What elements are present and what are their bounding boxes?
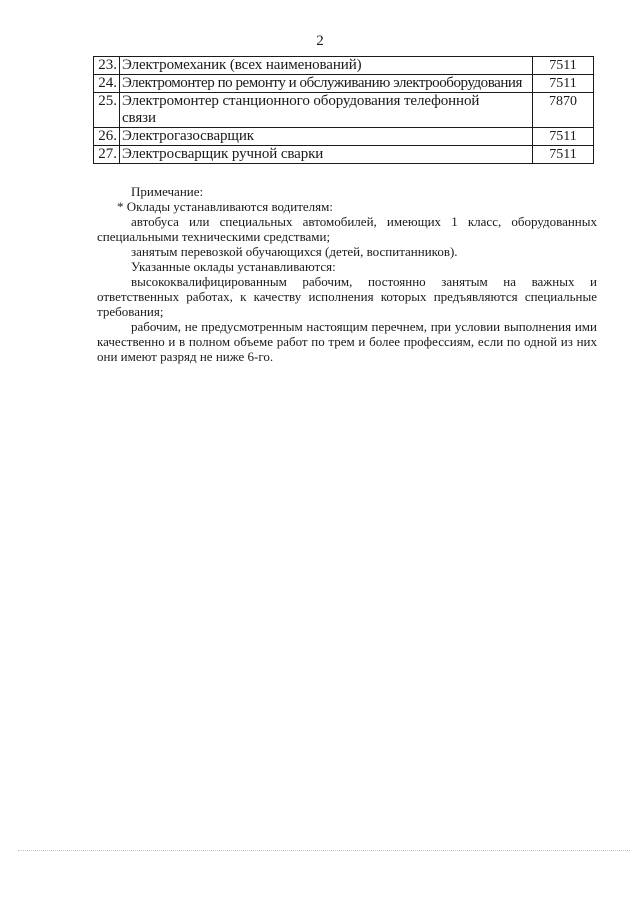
table-row: [94, 146, 594, 164]
notes-section: [97, 184, 597, 364]
notes-paragraph: высококвалифицированным рабочим, постоянно занятым на важных и ответственных работах, к качеству исполнения которых предъявляются специальные требования;: [97, 274, 597, 319]
scan-artifact-line: [18, 850, 630, 852]
profession-name: Электромонтер станционного оборудования телефонной связи: [120, 93, 533, 128]
profession-name: Электросварщик ручной сварки: [120, 146, 533, 164]
row-number: 24.: [94, 75, 120, 93]
profession-table: [93, 56, 594, 164]
profession-name: Электромонтер по ремонту и обслуживанию электрооборудования: [120, 75, 533, 93]
profession-name: Электромеханик (всех наименований): [120, 57, 533, 75]
table-row: [94, 93, 594, 128]
page-number: 2: [316, 33, 324, 49]
notes-heading: Примечание:: [131, 184, 204, 199]
notes-paragraph: занятым перевозкой обучающихся (детей, воспитанников).: [131, 244, 458, 259]
notes-paragraph: рабочим, не предусмотренным настоящим перечнем, при условии выполнения ими качественно и в полном объеме работ по трем и более профессиям, если по одной из них они имеют разряд не ниже 6-го.: [97, 319, 597, 364]
profession-code: 7511: [533, 75, 594, 93]
table-row: [94, 57, 594, 75]
notes-paragraph: * Оклады устанавливаются водителям:: [117, 199, 333, 214]
table-row: [94, 128, 594, 146]
table-row: [94, 75, 594, 93]
profession-code: 7511: [533, 57, 594, 75]
profession-code: 7870: [533, 93, 594, 128]
notes-paragraph: Указанные оклады устанавливаются:: [131, 259, 336, 274]
profession-name: Электрогазосварщик: [120, 128, 533, 146]
row-number: 23.: [94, 57, 120, 75]
row-number: 25.: [94, 93, 120, 128]
notes-paragraph: автобуса или специальных автомобилей, имеющих 1 класс, оборудованных специальными техническими средствами;: [97, 214, 597, 244]
profession-code: 7511: [533, 128, 594, 146]
row-number: 27.: [94, 146, 120, 164]
row-number: 26.: [94, 128, 120, 146]
profession-code: 7511: [533, 146, 594, 164]
